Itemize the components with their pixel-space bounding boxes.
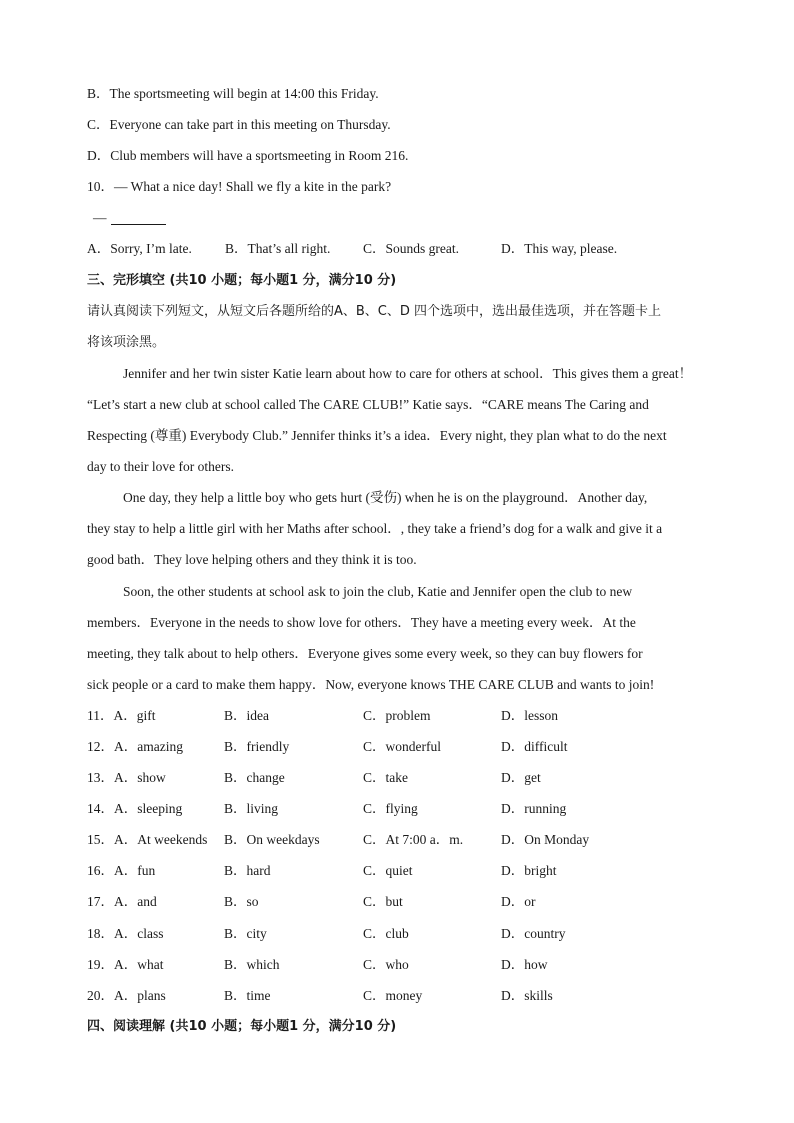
q10-option-c: C．Sounds great.: [363, 241, 459, 257]
question-10-stem: 10．— What a nice day! Shall we fly a kite in the park?: [87, 179, 392, 195]
q10-option-a: A．Sorry, I’m late.: [87, 241, 192, 257]
passage-line: they stay to help a little girl with her Maths after school．, they take a friend’s dog for a walk and give it a: [87, 521, 663, 537]
question-row: [87, 949, 717, 980]
q10-option-d: D．This way, please.: [501, 241, 618, 257]
option-c: C．problem: [363, 707, 431, 723]
option-b: B．which: [224, 956, 280, 972]
option-a: 13．A．show: [87, 770, 166, 786]
option-d: D．difficult: [501, 738, 568, 754]
question-row: [87, 918, 717, 949]
question-10-options: [87, 233, 717, 264]
question-row: [87, 855, 717, 886]
question-row: [87, 980, 717, 1011]
option-d: D．or: [501, 894, 536, 910]
option-a: 14．A．sleeping: [87, 801, 183, 817]
option-b: B．idea: [224, 707, 269, 723]
prev-option-d: D．Club members will have a sportsmeeting in Room 216.: [87, 148, 409, 164]
option-c: C．flying: [363, 801, 418, 817]
option-a: 11．A．gift: [87, 707, 156, 723]
question-row: [87, 824, 717, 855]
passage-line: good bath．They love helping others and they think it is too.: [87, 552, 417, 568]
passage-line: “Let’s start a new club at school called The CARE CLUB!” Katie says．“CARE means The Caring and: [87, 396, 649, 412]
option-d: D．On Monday: [501, 832, 590, 848]
passage-line: day to their love for others.: [87, 459, 234, 475]
prev-option-c: C．Everyone can take part in this meeting on Thursday.: [87, 117, 391, 133]
passage-line: Respecting (尊重) Everybody Club.” Jennifer thinks it’s a idea．Every night, they plan what to do the next: [87, 428, 667, 444]
option-d: D．lesson: [501, 707, 558, 723]
option-b: B．so: [224, 894, 259, 910]
option-c: C．but: [363, 894, 403, 910]
option-a: 18．A．class: [87, 925, 164, 941]
option-c: C．money: [363, 987, 423, 1003]
option-d: D．how: [501, 956, 548, 972]
answer-dash: —: [93, 210, 107, 226]
option-b: B．friendly: [224, 738, 290, 754]
option-b: B．living: [224, 801, 279, 817]
q10-option-b: B．That’s all right.: [225, 241, 331, 257]
option-d: D．country: [501, 925, 566, 941]
prev-option-b: B．The sportsmeeting will begin at 14:00 this Friday.: [87, 86, 379, 101]
option-b: B．On weekdays: [224, 832, 320, 848]
question-row: [87, 700, 717, 731]
section-3-instruction-line-2: 将该项涂黑。: [87, 334, 166, 350]
passage-line: sick people or a card to make them happy．Now, everyone knows THE CARE CLUB and wants to join!: [87, 676, 655, 692]
option-a: 19．A．what: [87, 956, 164, 972]
passage-line: meeting, they talk about to help others．Everyone gives some every week, so they can buy flowers for: [87, 645, 643, 661]
option-b: B．time: [224, 987, 271, 1003]
passage-line: members．Everyone in the needs to show love for others．They have a meeting every week．At the: [87, 614, 636, 630]
option-b: B．hard: [224, 863, 271, 879]
option-b: B．city: [224, 925, 267, 941]
passage-line: Soon, the other students at school ask to join the club, Katie and Jennifer open the club to new: [123, 583, 633, 599]
section-3-heading: 三、完形填空 (共10 小题；每小题1 分，满分10 分): [87, 272, 397, 288]
option-d: D．bright: [501, 863, 557, 879]
passage-line: Jennifer and her twin sister Katie learn about how to care for others at school．This gives them a great！: [123, 365, 693, 381]
option-c: C．At 7:00 a．m.: [363, 832, 464, 848]
question-10-answer-blank: [87, 202, 717, 233]
option-c: C．who: [363, 956, 409, 972]
option-a: 16．A．fun: [87, 863, 156, 879]
question-row: [87, 793, 717, 824]
option-a: 15．A．At weekends: [87, 832, 208, 848]
option-a: 17．A．and: [87, 894, 157, 910]
option-c: C．club: [363, 925, 409, 941]
option-c: C．wonderful: [363, 738, 441, 754]
option-a: 12．A．amazing: [87, 738, 183, 754]
section-4-heading: 四、阅读理解 (共10 小题；每小题1 分，满分10 分): [87, 1018, 397, 1034]
option-b: B．change: [224, 770, 285, 786]
question-row: [87, 886, 717, 917]
section-3-instruction-line-1: 请认真阅读下列短文，从短文后各题所给的A、B、C、D 四个选项中，选出最佳选项，并在答题卡上: [87, 303, 662, 319]
passage-line: One day, they help a little boy who gets hurt (受伤) when he is on the playground．Another day,: [123, 490, 648, 506]
option-c: C．take: [363, 770, 408, 786]
exam-page: [87, 78, 717, 1042]
option-d: D．running: [501, 801, 567, 817]
question-row: [87, 731, 717, 762]
option-a: 20．A．plans: [87, 987, 166, 1003]
option-d: D．skills: [501, 987, 553, 1003]
blank-line: [111, 210, 166, 225]
option-c: C．quiet: [363, 863, 413, 879]
option-d: D．get: [501, 770, 541, 786]
question-row: [87, 762, 717, 793]
